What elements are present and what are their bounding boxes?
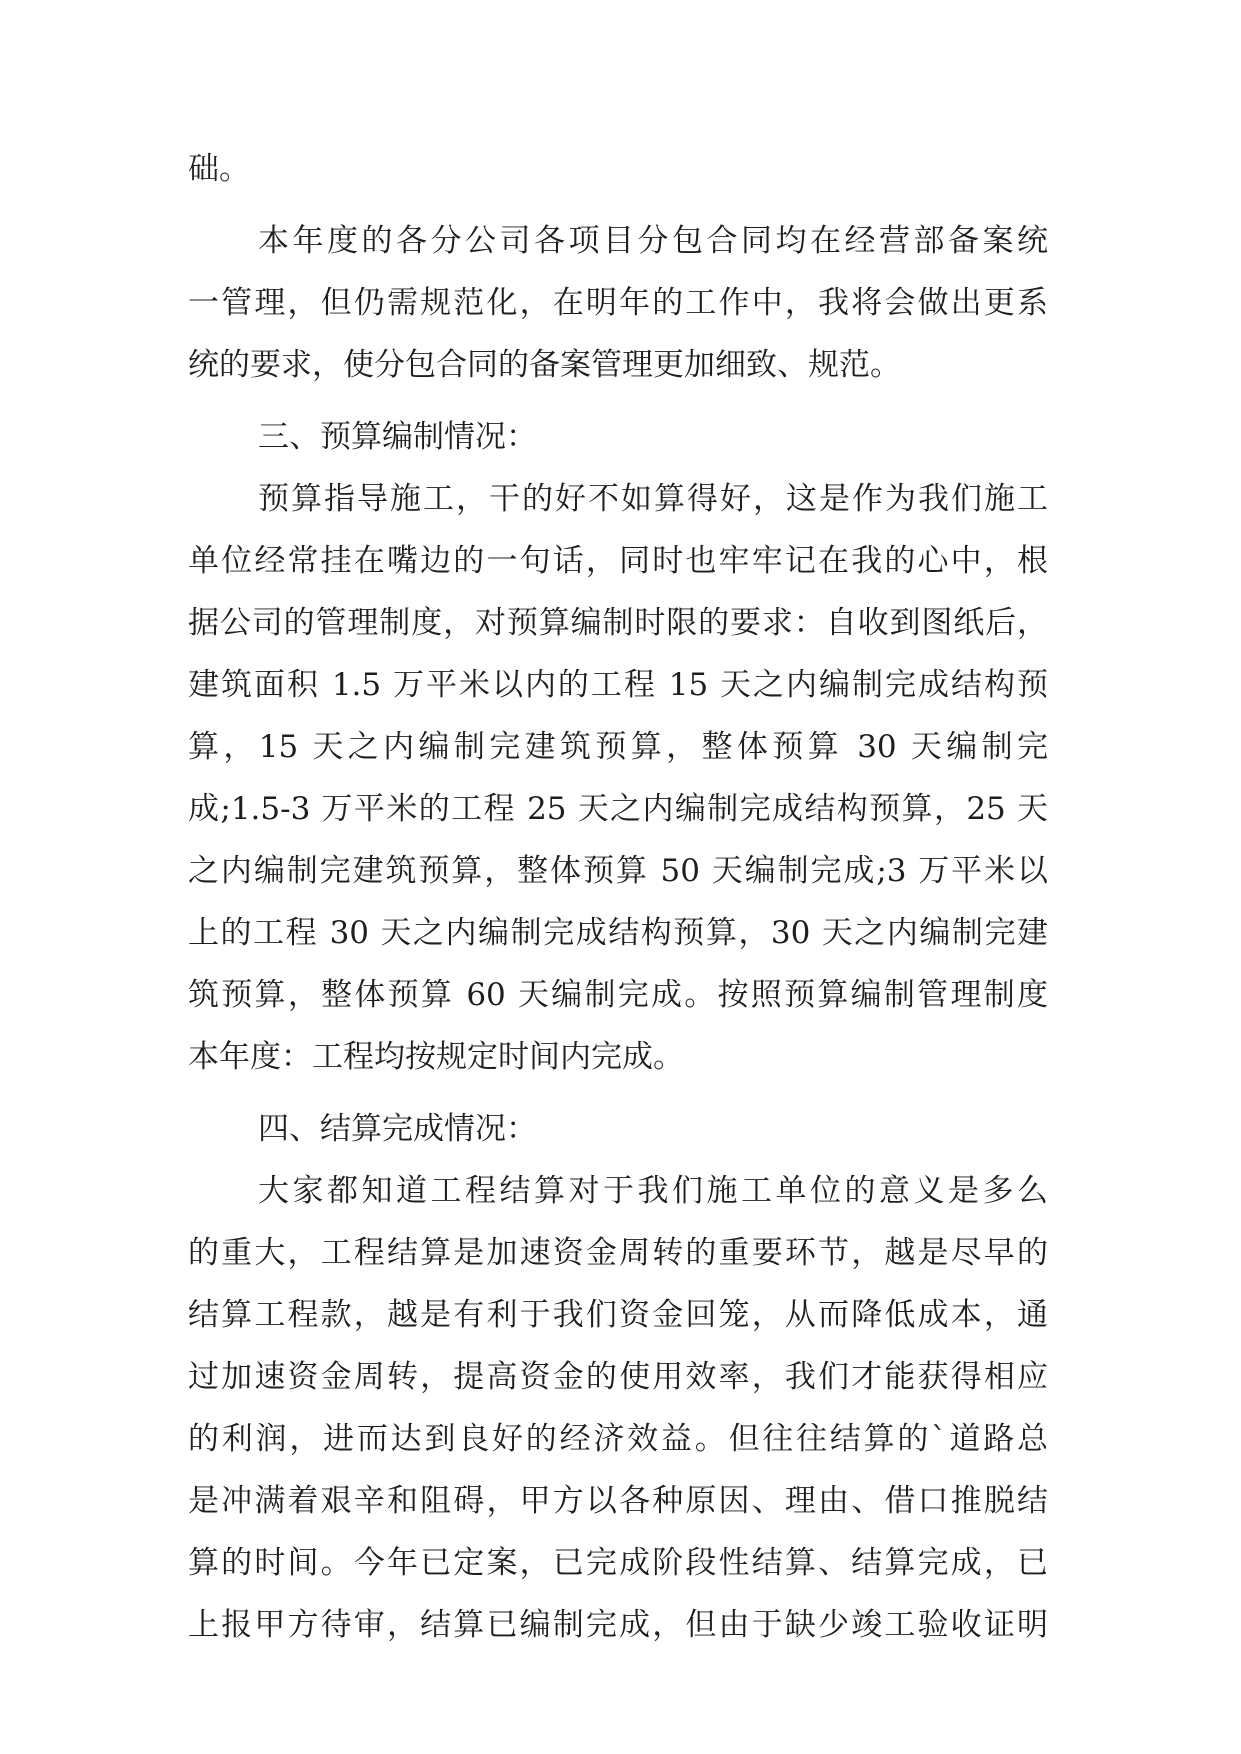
text-line: 的利润，进而达到良好的经济效益。但往往结算的`道路总 [188,1421,1048,1457]
text-line: 本年度的各分公司各项目分包合同均在经营部备案统 [258,223,1048,259]
text-line: 大家都知道工程结算对于我们施工单位的意义是多么 [258,1173,1048,1209]
text-line: 本年度：工程均按规定时间内完成。 [188,1039,684,1075]
text-line: 上报甲方待审，结算已编制完成，但由于缺少竣工验收证明 [188,1607,1048,1643]
text-line: 算的时间。今年已定案，已完成阶段性结算、结算完成，已 [188,1545,1048,1581]
section-heading: 四、结算完成情况： [258,1111,537,1147]
text-line: 上的工程 30 天之内编制完成结构预算，30 天之内编制完建 [188,915,1048,951]
text-line: 过加速资金周转，提高资金的使用效率，我们才能获得相应 [188,1359,1048,1395]
text-line: 筑预算，整体预算 60 天编制完成。按照预算编制管理制度 [188,977,1048,1013]
text-line: 单位经常挂在嘴边的一句话，同时也牢牢记在我的心中，根 [188,543,1048,579]
text-line: 的重大，工程结算是加速资金周转的重要环节，越是尽早的 [188,1235,1048,1271]
text-line: 据公司的管理制度，对预算编制时限的要求：自收到图纸后， [188,605,1048,641]
section-heading: 三、预算编制情况： [258,419,537,455]
text-line: 是冲满着艰辛和阻碍，甲方以各种原因、理由、借口推脱结 [188,1483,1048,1519]
text-line: 算，15 天之内编制完建筑预算，整体预算 30 天编制完 [188,729,1048,765]
text-line: 一管理，但仍需规范化，在明年的工作中，我将会做出更系 [188,285,1048,321]
text-line: 结算工程款，越是有利于我们资金回笼，从而降低成本，通 [188,1297,1048,1333]
text-line: 预算指导施工，干的好不如算得好，这是作为我们施工 [258,481,1048,517]
text-line: 统的要求，使分包合同的备案管理更加细致、规范。 [188,347,901,383]
text-line: 成;1.5-3 万平米的工程 25 天之内编制完成结构预算，25 天 [188,791,1048,827]
text-line: 础。 [188,151,250,187]
text-line: 之内编制完建筑预算，整体预算 50 天编制完成;3 万平米以 [188,853,1048,889]
text-line: 建筑面积 1.5 万平米以内的工程 15 天之内编制完成结构预 [188,667,1048,703]
